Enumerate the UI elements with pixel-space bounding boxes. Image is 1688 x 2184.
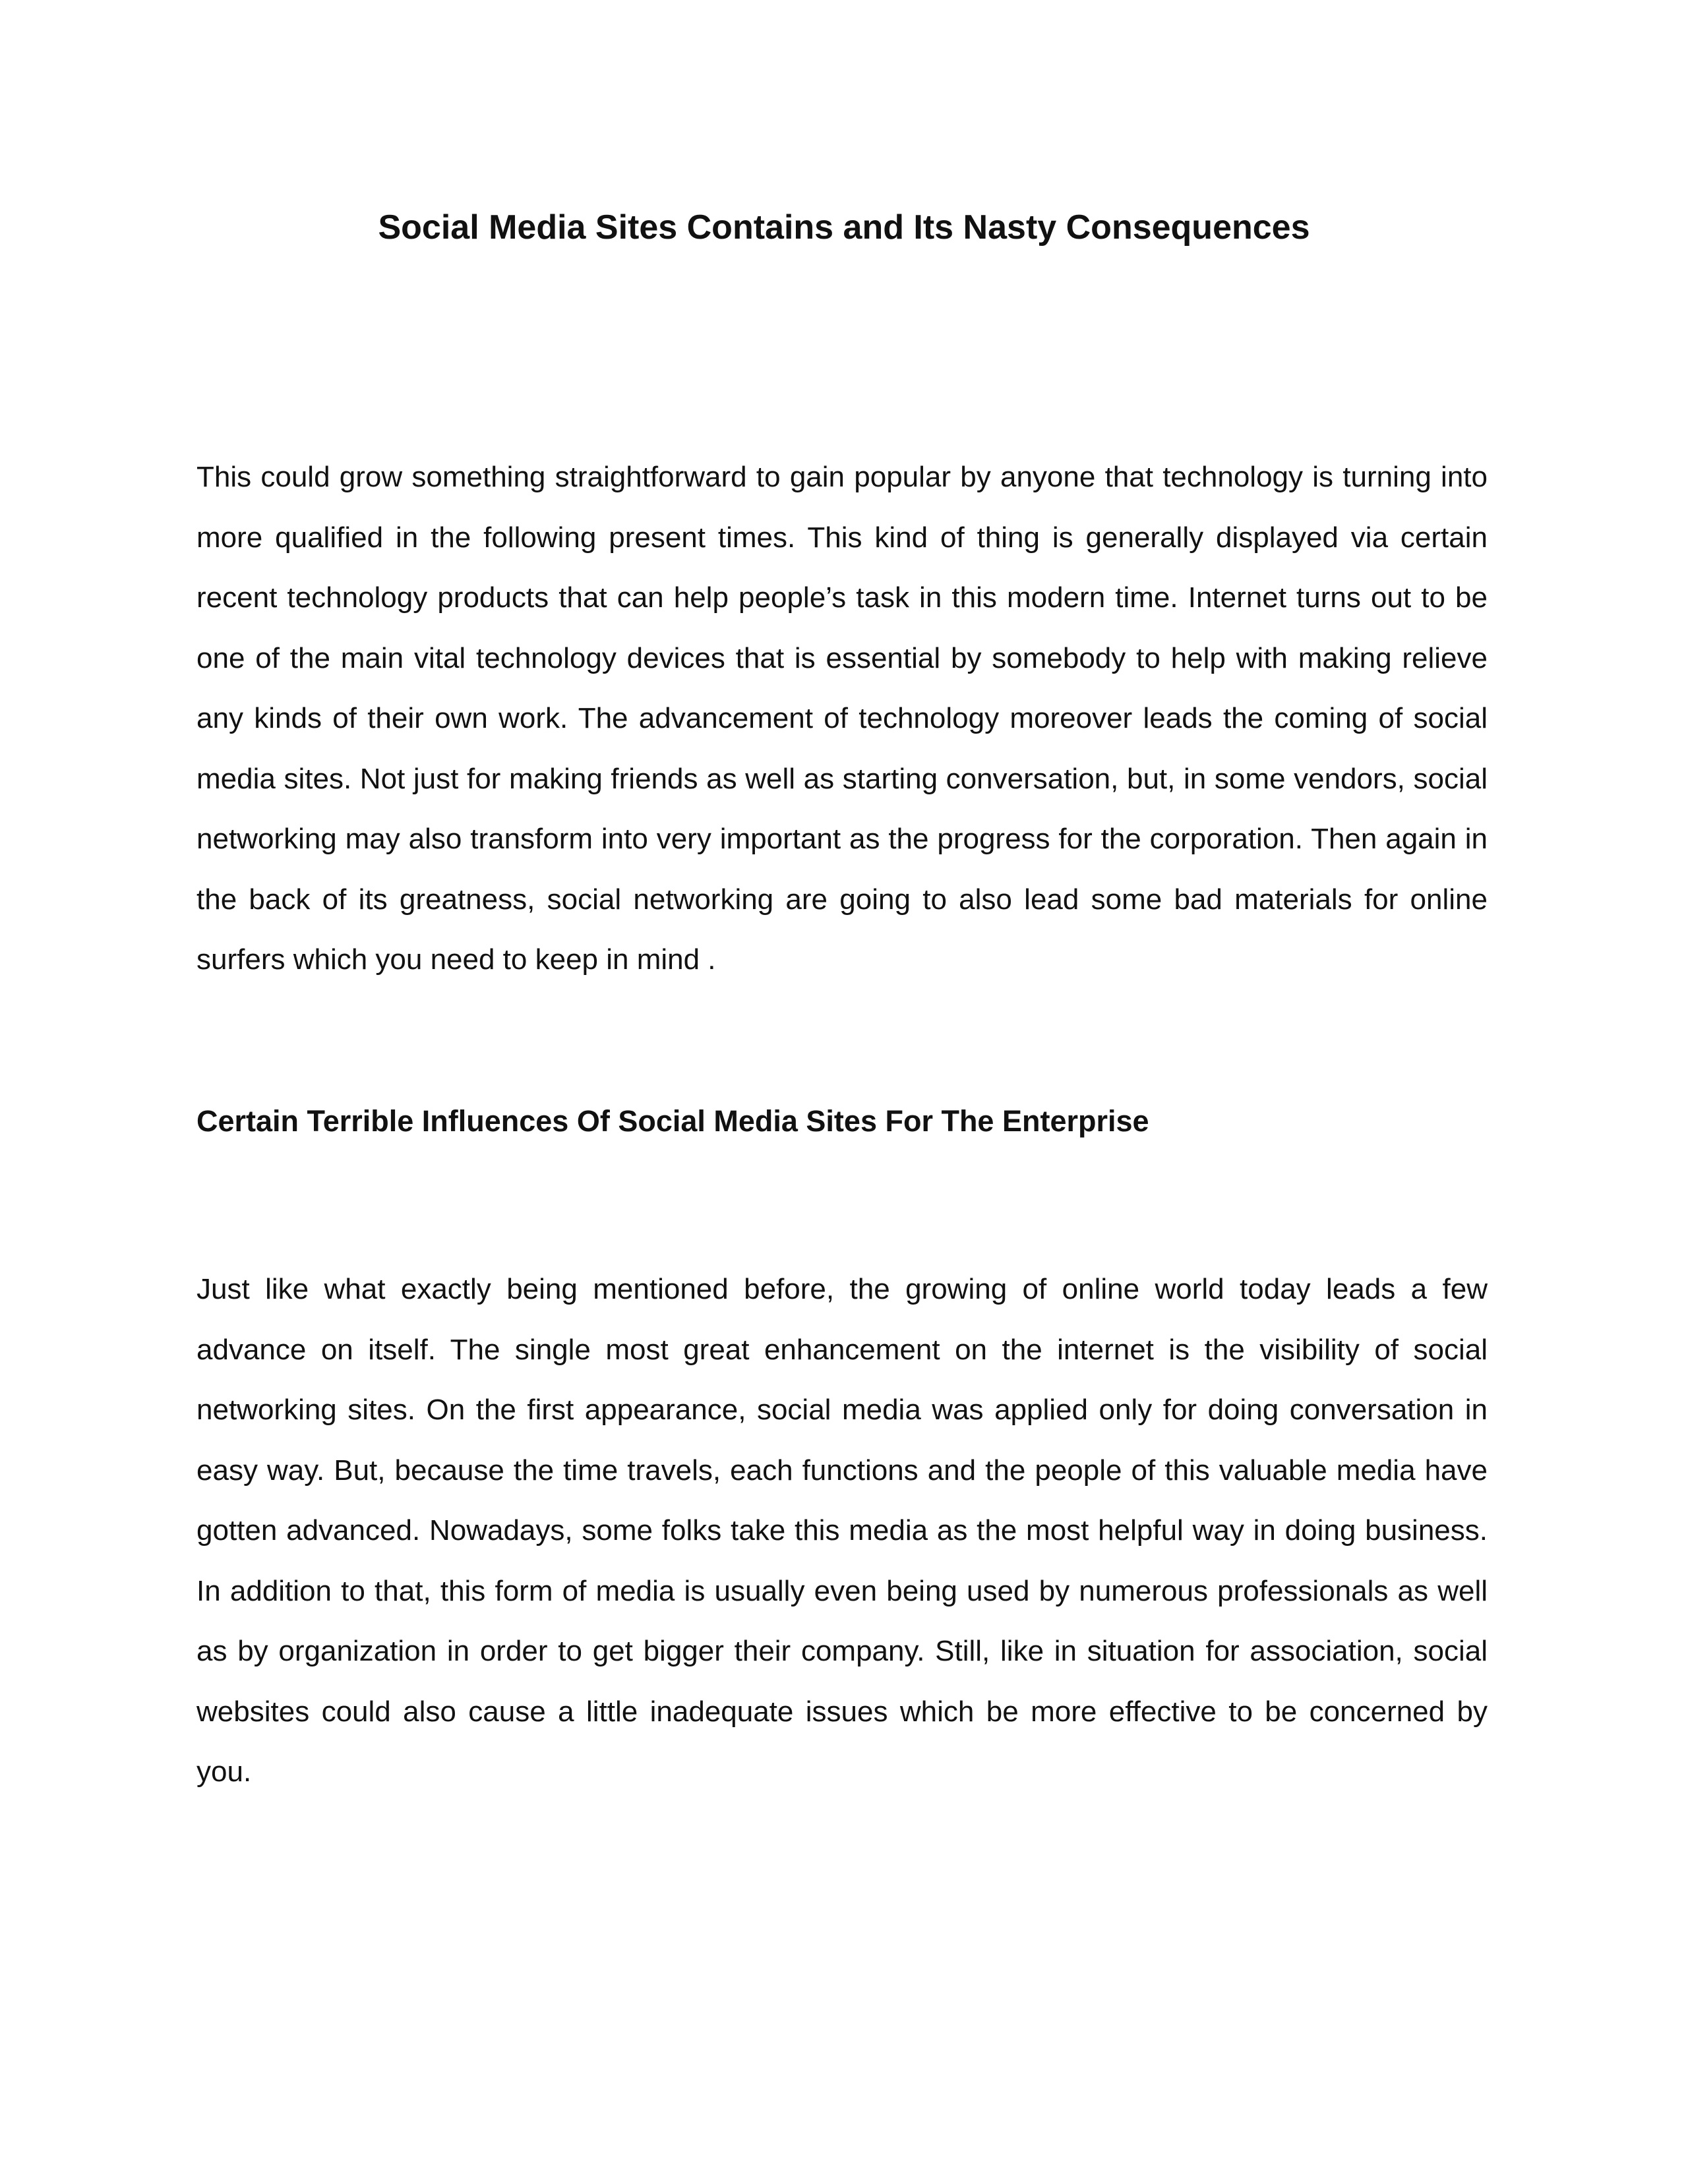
section-heading: Certain Terrible Influences Of Social Media Sites For The Enterprise [196,1104,1149,1138]
intro-paragraph: This could grow something straightforward to gain popular by anyone that technology is turning into more qualified in the following present times. This kind of thing is generally displayed via certain recent technology products that can help people’s task in this modern time. Internet turns out to be one of the main vital technology devices that is essential by somebody to help with making relieve any kinds of their own work. The advancement of technology moreover leads the coming of social media sites. Not just for making friends as well as starting conversation, but, in some vendors, social networking may also transform into very important as the progress for the corporation. Then again in the back of its greatness, social networking are going to also lead some bad materials for online surfers which you need to keep in mind . [196,461,1488,976]
section-paragraph: Just like what exactly being mentioned before, the growing of online world today leads a few advance on itself. The single most great enhancement on the internet is the visibility of social networking sites. On the first appearance, social media was applied only for doing conversation in easy way. But, because the time travels, each functions and the people of this valuable media have gotten advanced. Nowadays, some folks take this media as the most helpful way in doing business. In addition to that, this form of media is usually even being used by numerous professionals as well as by organization in order to get bigger their company. Still, like in situation for association, social websites could also cause a little inadequate issues which be more effective to be concerned by you. [196,1273,1488,1788]
document-title: Social Media Sites Contains and Its Nasty Consequences [378,208,1310,247]
